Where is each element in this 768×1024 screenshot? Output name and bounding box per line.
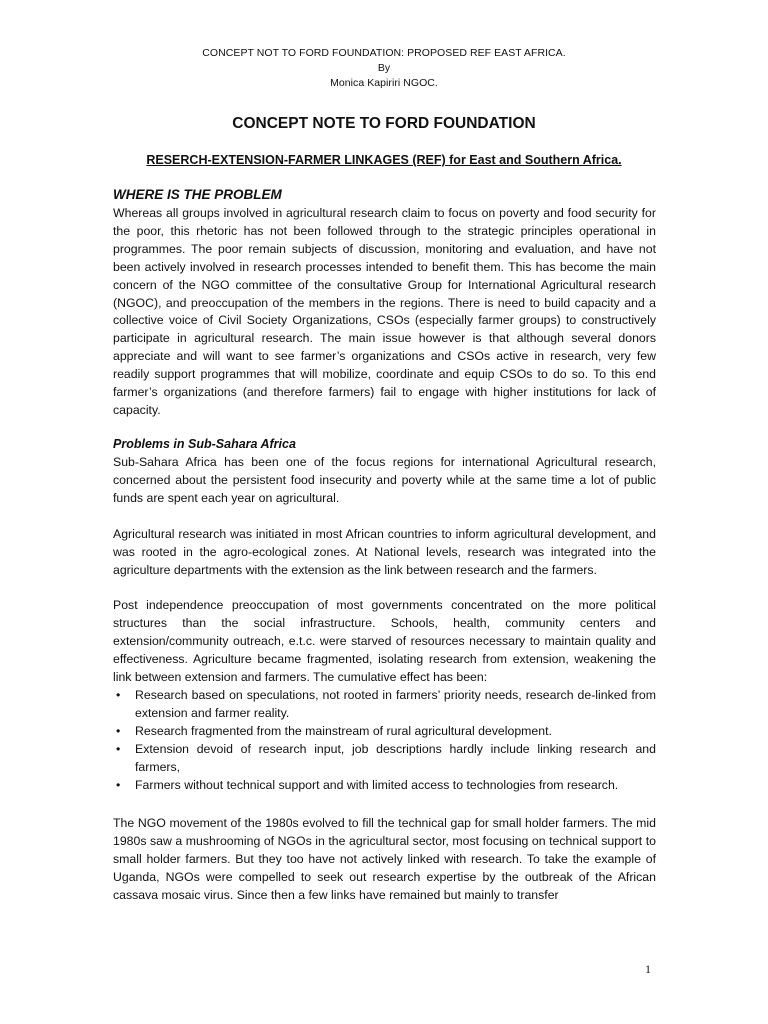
list-item [113, 723, 656, 741]
ssa-paragraph-3 [113, 597, 656, 687]
list-item-text: Research based on speculations, not rooted in farmers’ priority needs, research de-linked from extension and farmer reality. [135, 688, 656, 720]
ssa-paragraph-1 [113, 454, 656, 508]
section-heading-problem: WHERE IS THE PROBLEM [113, 187, 282, 202]
list-item-text: Research fragmented from the mainstream of rural agricultural development. [135, 723, 552, 738]
list-item [113, 687, 656, 723]
bullet-icon: • [116, 723, 121, 738]
section-heading-ssa: Problems in Sub-Sahara Africa [113, 437, 296, 451]
effects-bullet-list [113, 687, 656, 794]
ssa-paragraph-1-text: Sub-Sahara Africa has been one of the focus regions for international Agricultural research, concerned about the persistent food insecurity and poverty while at the same time a lot of public funds are spent each year on agricultural. [113, 455, 656, 505]
header-line-title: CONCEPT NOT TO FORD FOUNDATION: PROPOSED REF EAST AFRICA. [202, 47, 566, 59]
header-line-by: By [377, 62, 391, 74]
list-item [113, 741, 656, 777]
bullet-icon: • [116, 777, 121, 792]
ssa-paragraph-4 [113, 815, 656, 905]
ssa-paragraph-2 [113, 526, 656, 580]
ssa-paragraph-4-text: The NGO movement of the 1980s evolved to fill the technical gap for small holder farmers. The mid 1980s saw a mushrooming of NGOs in the agricultural sector, most focusing on technical support to small holder farmers. But they too have not actively linked with research. To take the example of Uganda, NGOs were compelled to seek out research expertise by the outbreak of the African cassava mosaic virus. Since then a few links have remained but mainly to transfer [113, 816, 656, 902]
bullet-icon: • [116, 741, 121, 756]
page-number: 1 [645, 962, 651, 976]
problem-paragraph [113, 205, 656, 420]
problem-paragraph-text: Whereas all groups involved in agricultural research claim to focus on poverty and food security for the poor, this rhetoric has not been followed through to the strategic principles operational in programmes. The poor remain subjects of discussion, monitoring and evaluation, and have not been actively involved in research processes intended to benefit them. This has become the main concern of the NGO committee of the consultative Group for International Agricultural research (NGOC), and preoccupation of the members in the regions. There is need to build capacity and a collective voice of Civil Society Organizations, CSOs (especially farmer groups) to constructively participate in agricultural research. The main issue however is that although several donors appreciate and will want to see farmer’s organizations and CSOs active in research, very few readily support programmes that will mobilize, coordinate and equip CSOs to do so. To this end farmer’s organizations (and therefore farmers) fail to engage with higher institutions for lack of capacity. [113, 206, 656, 417]
document-title: CONCEPT NOTE TO FORD FOUNDATION [232, 115, 536, 132]
ssa-paragraph-3-text: Post independence preoccupation of most governments concentrated on the more political structures than the social infrastructure. Schools, health, community centers and extension/community outreach, e.t.c. were starved of resources necessary to maintain quality and effectiveness. Agriculture became fragmented, isolating research from extension, weakening the link between extension and farmers. The cumulative effect has been: [113, 598, 656, 684]
list-item-text: Extension devoid of research input, job descriptions hardly include linking research and farmers, [135, 741, 656, 774]
document-subtitle: RESERCH-EXTENSION-FARMER LINKAGES (REF) for East and Southern Africa. [146, 153, 622, 167]
ssa-paragraph-2-text: Agricultural research was initiated in most African countries to inform agricultural development, and was rooted in the agro-ecological zones. At National levels, research was integrated into the agriculture departments with the extension as the link between research and the farmers. [113, 527, 656, 577]
list-item-text: Farmers without technical support and with limited access to technologies from research. [135, 777, 619, 792]
bullet-icon: • [116, 688, 121, 702]
header-line-author: Monica Kapiriri NGOC. [330, 77, 438, 89]
list-item [113, 777, 656, 795]
